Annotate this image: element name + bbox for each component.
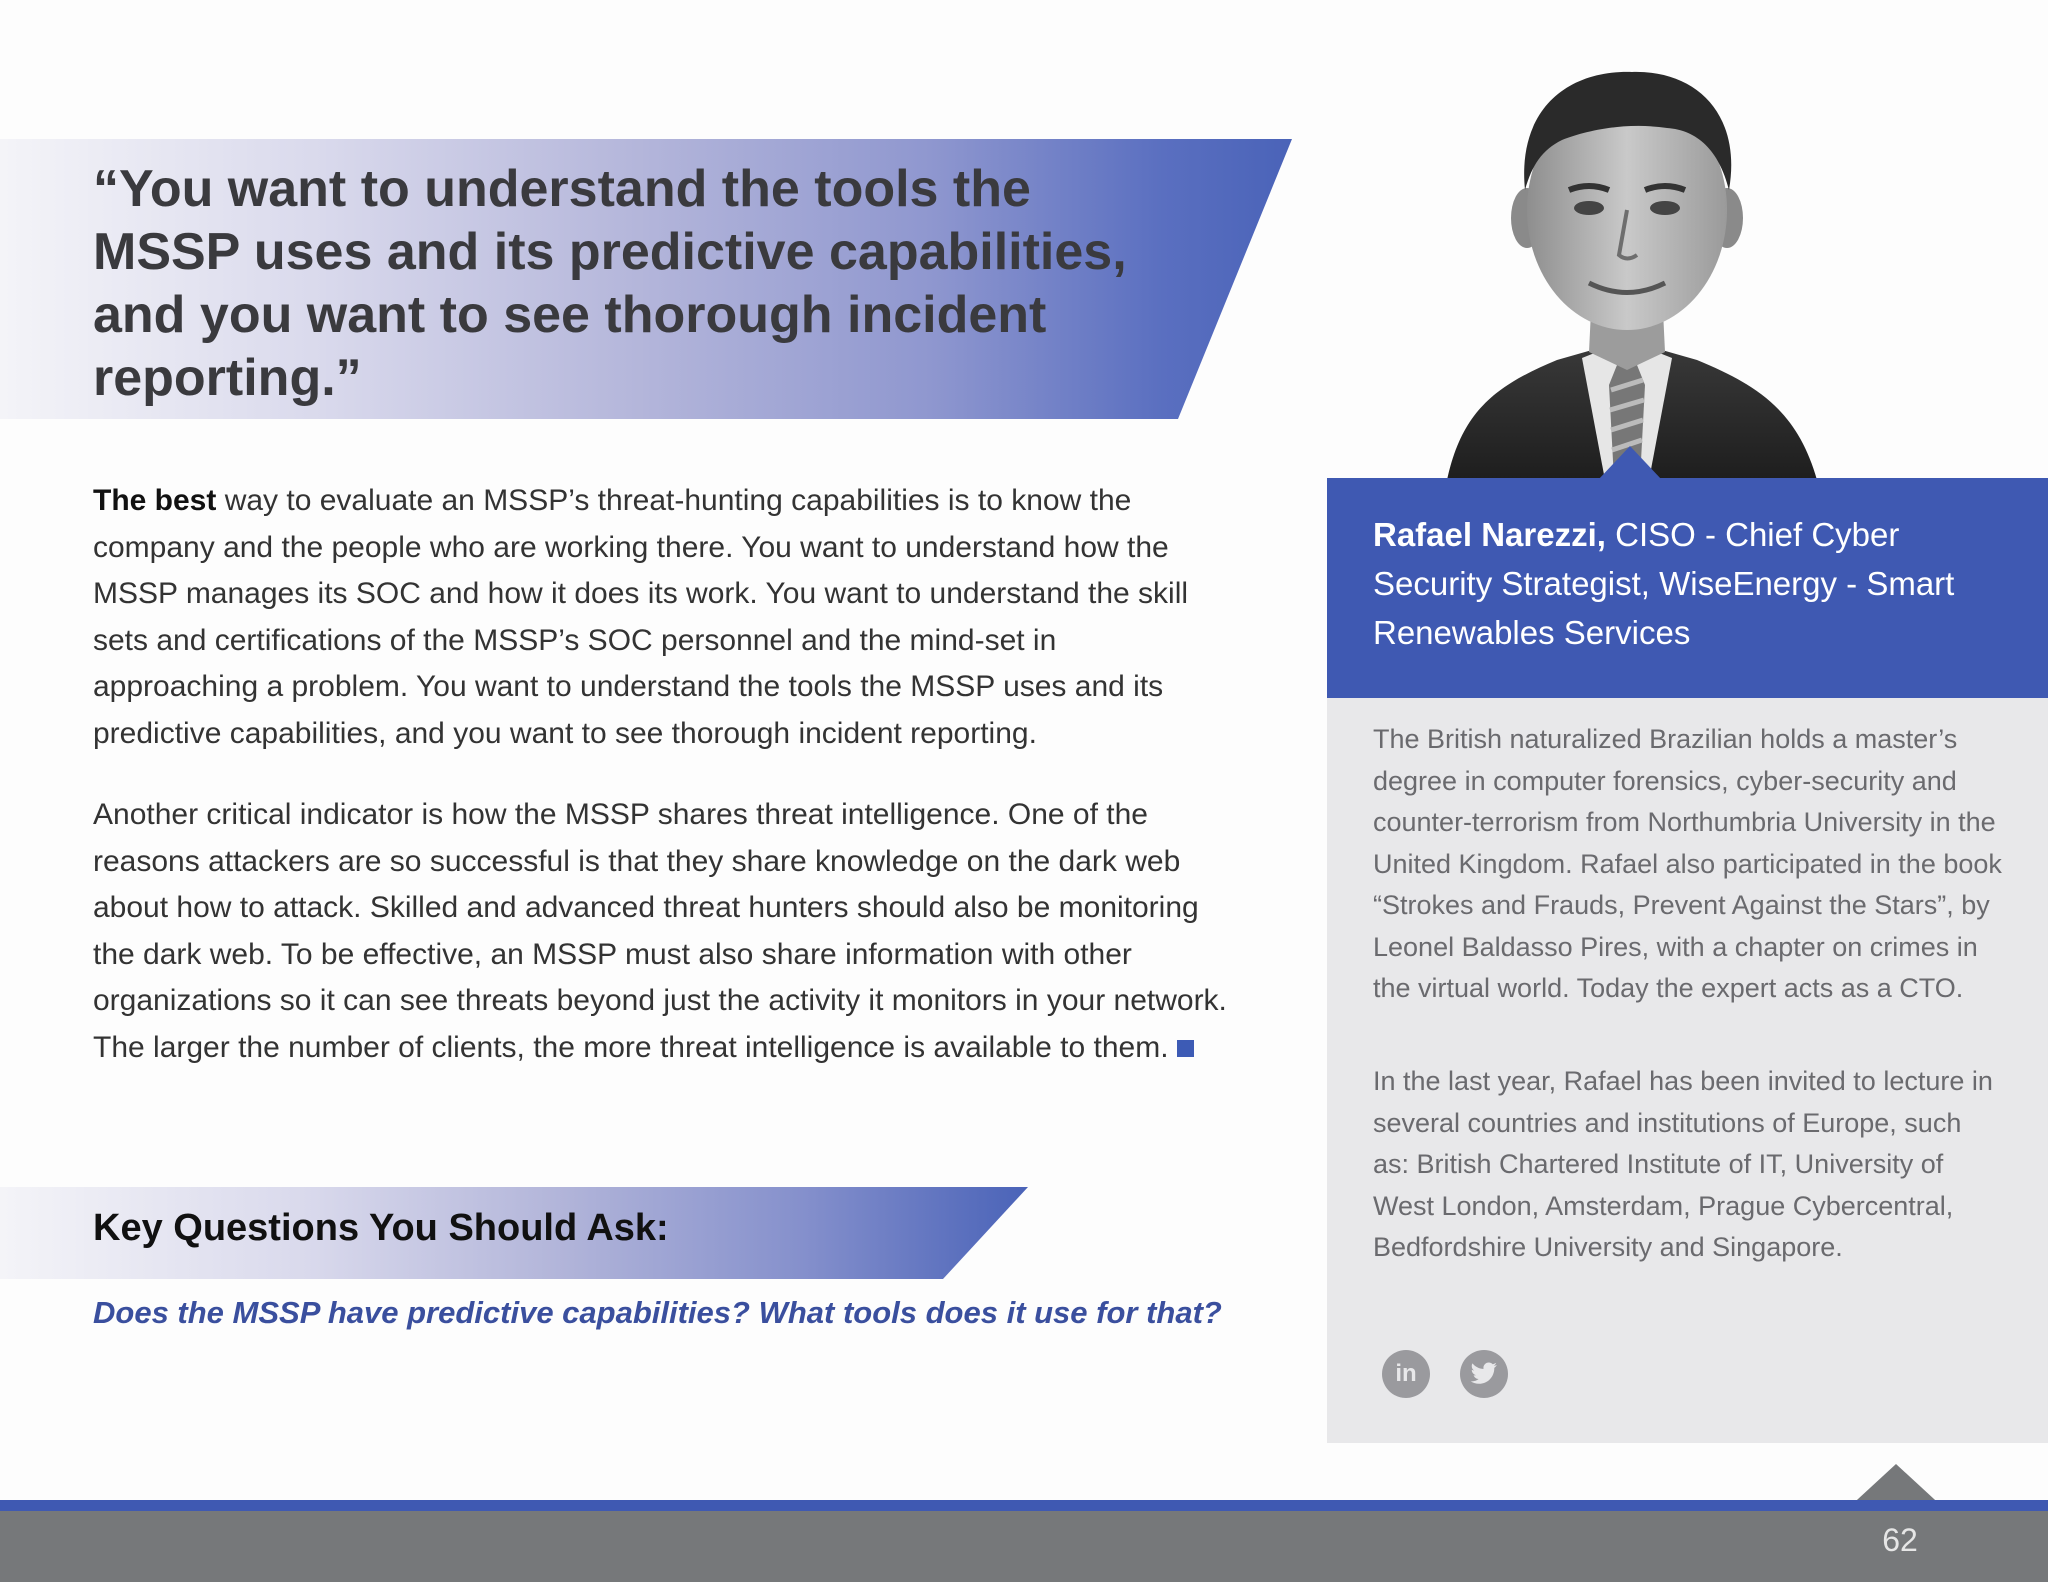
body-paragraph-1	[93, 478, 1228, 757]
pull-quote: “You want to understand the tools the MSSP uses and its predictive capabilities, and you want to see thorough incident reporting.”	[93, 160, 1127, 407]
key-question: Does the MSSP have predictive capabilities? What tools does it use for that?	[93, 1295, 1222, 1330]
footer-accent-line	[0, 1500, 2048, 1511]
lead-in: The best	[93, 484, 217, 517]
footer-bar	[0, 1511, 2048, 1582]
twitter-icon[interactable]	[1460, 1350, 1508, 1398]
pointer-notch	[1598, 446, 1662, 480]
profile-name: Rafael Narezzi,	[1373, 516, 1606, 553]
page-number: 62	[1882, 1522, 1918, 1558]
linkedin-icon[interactable]	[1382, 1350, 1430, 1398]
profile-role: CISO - Chief Cyber Security Strategist, WiseEnergy - Smart Renewables Services	[1373, 516, 1955, 651]
profile-heading	[1373, 510, 2003, 657]
linkedin-glyph: in	[1395, 1360, 1417, 1387]
twitter-bird-icon	[1470, 1362, 1498, 1386]
key-questions-title: Key Questions You Should Ask:	[93, 1207, 669, 1249]
end-mark-icon	[1177, 1040, 1194, 1057]
bio-paragraph-1: The British naturalized Brazilian holds a master’s degree in computer forensics, cyber-security and counter-terrorism from Northumbria University in the United Kingdom. Rafael also participated in the book “Strokes and Frauds, Prevent Against the Stars”, by Leonel Baldasso Pires, with a chapter on crimes in the virtual world. Today the expert acts as a CTO.	[1373, 724, 2002, 1003]
body-paragraph-1-text: way to evaluate an MSSP’s threat-hunting capabilities is to know the company and the people who are working there. You want to understand how the MSSP manages its SOC and how it does its work. You want to understand the skill sets and certifications of the MSSP’s SOC personnel and the mind-set in approaching a problem. You want to understand the tools the MSSP uses and its predictive capabilities, and you want to see thorough incident reporting.	[93, 484, 1189, 750]
body-paragraph-2-text: Another critical indicator is how the MSSP shares threat intelligence. One of the reasons attackers are so successful is that they share knowledge on the dark web about how to attack. Skilled and advanced threat hunters should also be monitoring the dark web. To be effective, an MSSP must also share information with other organizations so it can see threats beyond just the activity it monitors in your network. The larger the number of clients, the more threat intelligence is available to them.	[93, 798, 1227, 1064]
bio-paragraph-2: In the last year, Rafael has been invited to lecture in several countries and institutions of Europe, such as: British Chartered Institute of IT, University of West London, Amsterdam, Prague Cybercentral, Bedfordshire University and Singapore.	[1373, 1066, 1993, 1262]
body-paragraph-2	[93, 792, 1228, 1071]
portrait-photo	[1327, 40, 1927, 480]
